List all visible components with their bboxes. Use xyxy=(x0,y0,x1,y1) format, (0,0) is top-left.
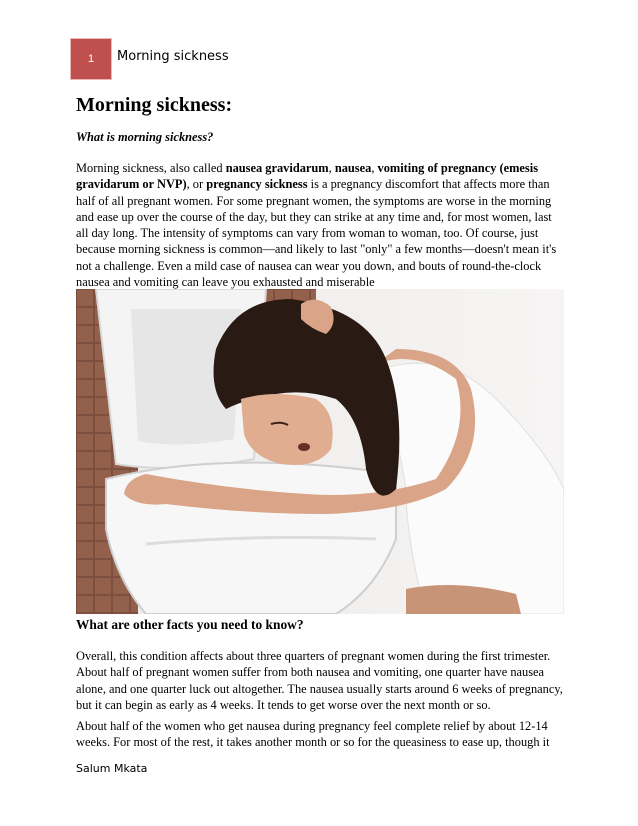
intro-text-4: , or xyxy=(186,177,207,192)
question-other-facts: What are other facts you need to know? xyxy=(76,617,304,632)
header-title: Morning sickness xyxy=(117,49,229,64)
intro-text-1: Morning sickness, also called xyxy=(76,161,226,175)
question-what-is: What is morning sickness? xyxy=(76,130,214,144)
term-pregnancy-sickness: pregnancy sickness xyxy=(206,177,308,192)
intro-text-5: is a pregnancy discomfort that affects more than half of all pregnant women. For some pregnant women, the symptoms are worse in the morning and ease up over the course of the day, but they can strike at any time and, for most women, last all day long. The intensity of symptoms can vary from woman to woman, too. Of course, just because morning sickness is common—and likely to last "only" a few months—doesn't mean it's not a challenge. Even a mild case of nausea can wear you down, and bouts of round-the-clock nausea and vomiting can leave you exhausted and miserable xyxy=(76,177,557,290)
illustration-photo xyxy=(76,289,564,614)
facts-paragraph: Overall, this condition affects about three quarters of pregnant women during the first trimester. About half of pregnant women suffer from both nausea and vomiting, one quarter have nausea alone, and one quarter luck out altogether. The nausea usually starts around 6 weeks of pregnancy, but it can begin as early as 4 weeks. It tends to get worse over the next month or so. xyxy=(76,649,563,712)
article-top xyxy=(76,93,564,290)
term-nausea-gravidarum: nausea gravidarum xyxy=(225,161,329,175)
term-nausea: nausea xyxy=(334,161,372,175)
woman-vomiting-illustration xyxy=(76,289,564,614)
intro-text-3: , xyxy=(371,161,378,175)
intro-text-2: , xyxy=(328,161,335,175)
page-number: 1 xyxy=(87,53,95,65)
term-vomiting-of-pregnancy: vomiting of pregnancy (emesis gravidarum or NVP) xyxy=(76,161,539,192)
footer-author: Salum Mkata xyxy=(76,762,148,775)
relief-paragraph: About half of the women who get nausea during pregnancy feel complete relief by about 12-14 weeks. For most of the rest, it takes another month or so for the queasiness to ease up, though it xyxy=(76,719,550,750)
page-number-badge xyxy=(70,38,112,80)
article-heading: Morning sickness: xyxy=(76,94,233,116)
intro-paragraph xyxy=(76,160,564,290)
